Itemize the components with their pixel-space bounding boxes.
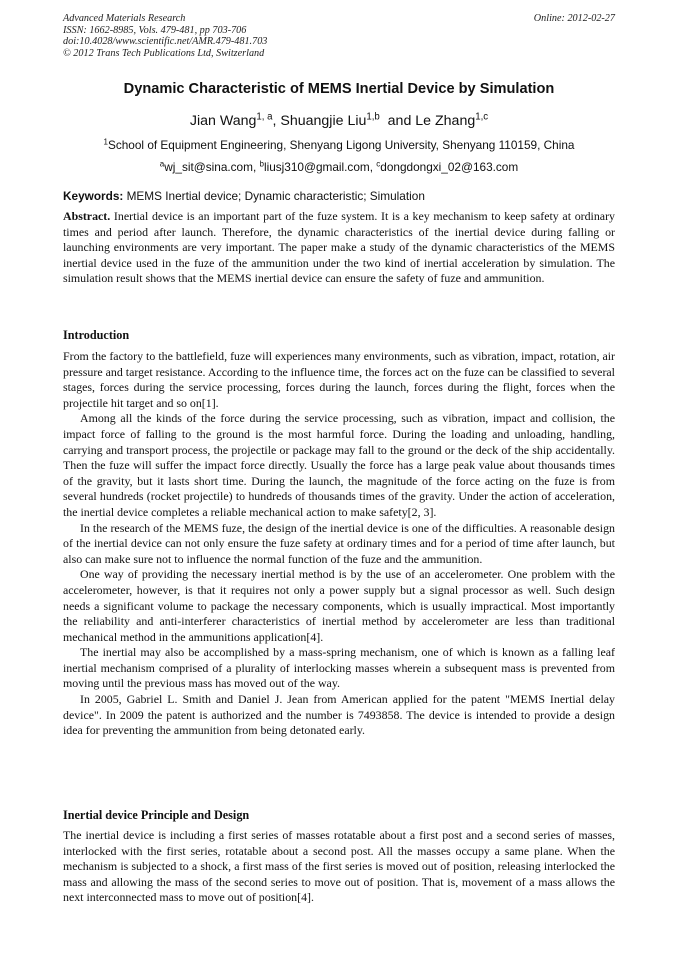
keywords-text: MEMS Inertial device; Dynamic characteristic; Simulation [123,189,425,203]
affiliation-marker: 1 [103,137,108,147]
online-date: Online: 2012-02-27 [533,13,615,24]
email-marker: c [376,159,381,169]
paragraph: In the research of the MEMS fuze, the design of the inertial device is one of the difficulties. A reasonable design of the inertial device can not only ensure the fuze safety at ordinary times and for a period of time after launch, but also can make sure not to influence the normal function of the fuze and the ammunition. [63,520,615,566]
paragraph: One way of providing the necessary inertial method is by the use of an accelerometer. One problem with the accelerometer, however, is that it requires not only a power supply but a signal processor as well. Such design needs a significant volume to package the necessary components, which is usually impractical. Most importantly the reliability and anti-interferer characteristics of inertial method by accelerometer are less than traditional mechanical method in the ammunitions application[4]. [63,567,615,644]
email-marker: b [259,159,264,169]
author-affiliation-marker: 1,b [366,111,380,123]
author-separator: , [272,113,281,129]
author-list [0,113,678,129]
issn-line: ISSN: 1662-8985, Vols. 479-481, pp 703-706 [63,24,247,36]
paper-title: Dynamic Characteristic of MEMS Inertial Device by Simulation [123,81,555,97]
paragraph: The inertial may also be accomplished by a mass-spring mechanism, one of which is known as a falling leaf inertial mechanism comprised of a plurality of interlocking masses wherein a subsequent mass is prevented from moving until the previous mass has moved out of the way. [63,645,615,691]
affiliation [0,138,678,152]
author-separator: and [379,113,416,129]
paragraph: Among all the kinds of the force during the service processing, such as vibration, impact and collision, the impact force of falling to the ground is the most harmful force. During the loading and unloading, handling, carrying and transport process, the projectile or package may fall to the ground or the deck of the ship accidentally. Then the fuze will suffer the impact force directly. Usually the force has a large peak value about thousands times of the gravity, but it lasts short time. During the launch, the magnitude of the force acting on the fuze is from several hundreds (rocket projectile) to hundreds of thousands times of the gravity. Under the action of acceleration, the inertial device completes a reliable mechanical action to make safety[2, 3]. [63,411,615,519]
email-address[interactable]: wj_sit@sina.com, [164,160,260,174]
section-heading-principle: Inertial device Principle and Design [63,808,250,822]
abstract-label: Abstract. [63,209,111,223]
author-name: Le Zhang [415,113,476,129]
email-address[interactable]: liusj310@gmail.com, [263,160,377,174]
paragraph: From the factory to the battlefield, fuze will experiences many environments, such as vibration, impact, rotation, air pressure and target resistance. According to the influence time, the forces act on the fuze can be classified to several stages, forces during the service processing, forces during the launch, forces during the flight, forces when the projectile hit target and so on[1]. [63,349,615,410]
abstract-text: Inertial device is an important part of the fuze system. It is a key mechanism to keep safety at ordinary times and period after launch. Therefore, the dynamic characteristics of the inertial device during falling or launching environments are very important. The paper make a study of the dynamic characteristics of the MEMS inertial device used in the fuze of the ammunition under the two kind of inertial acceleration by simulation. The simulation result shows that the MEMS inertial device can ensure the safety of fuze and ammunition. [63,209,615,286]
abstract [63,209,615,287]
affiliation-text: School of Equipment Engineering, Shenyang Ligong University, Shenyang 110159, China [107,138,575,152]
email-list [0,160,678,174]
author-name: Shuangjie Liu [280,113,367,129]
paragraph: In 2005, Gabriel L. Smith and Daniel J. Jean from American applied for the patent "MEMS Inertial delay device". In 2009 the patent is authorized and the number is 7493858. The device is intended to provide a design idea for preventing the ammunition from being detonated early. [63,692,615,738]
doi-line: doi:10.4028/www.scientific.net/AMR.479-481.703 [63,36,268,47]
author-affiliation-marker: 1, a [256,111,273,123]
journal-name: Advanced Materials Research [63,13,186,24]
principle-body [63,828,615,906]
keywords [63,189,425,203]
author-name: Jian Wang [189,113,257,129]
paragraph: The inertial device is including a first series of masses rotatable about a first post and a second series of masses, interlocked with the first series, rotatable about a second post. All the masses occupy a same plane. When the mechanism is subjected to a shock, a first mass of the first series is moved out of position, releasing interlocked the mass and allowing the mass of the second series to move out of position. That is, movement of a mass allows the next interconnected mass to move out of position[4]. [63,828,615,905]
email-marker: a [159,159,165,169]
section-heading-introduction: Introduction [63,328,130,342]
author-affiliation-marker: 1,c [475,111,489,123]
keywords-label: Keywords: [63,189,124,203]
email-address[interactable]: dongdongxi_02@163.com [380,160,519,174]
introduction-body [63,349,615,739]
journal-header [63,13,267,59]
copyright-line: © 2012 Trans Tech Publications Ltd, Switzerland [63,47,265,59]
